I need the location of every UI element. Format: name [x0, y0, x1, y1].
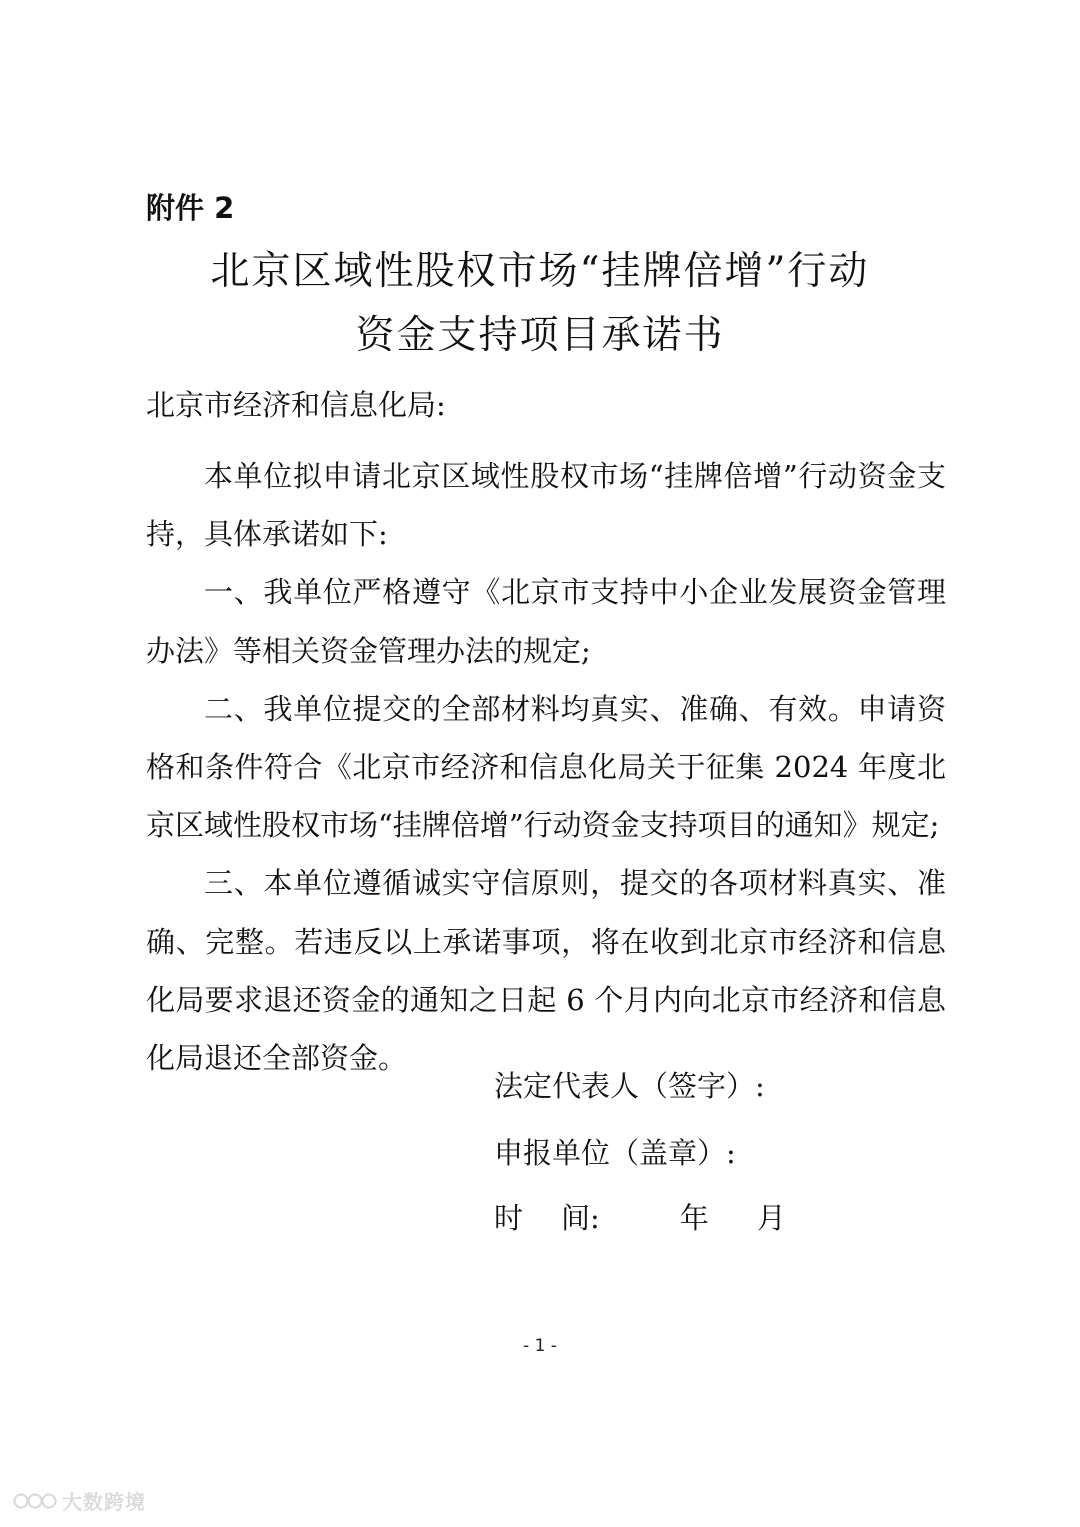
- salutation: 北京市经济和信息化局:: [146, 388, 446, 422]
- paragraph-commitment-1: 一、我单位严格遵守《北京市支持中小企业发展资金管理办法》等相关资金管理办法的规定;: [146, 575, 946, 668]
- month-label: 月: [756, 1201, 786, 1235]
- attachment-label: 附件 2: [146, 191, 235, 225]
- watermark: [12, 1486, 146, 1515]
- year-label: 年: [679, 1201, 709, 1235]
- paragraph-commitment-2: 二、我单位提交的全部材料均真实、准确、有效。申请资格和条件符合《北京市经济和信息化局关于征集 2024 年度北京区域性股权市场“挂牌倍增”行动资金支持项目的通知》规定;: [146, 691, 946, 843]
- paragraph-intro: 本单位拟申请北京区域性股权市场“挂牌倍增”行动资金支持，具体承诺如下:: [146, 459, 946, 552]
- paragraph-commitment-3: 三、本单位遵循诚实守信原则，提交的各项材料真实、准确、完整。若违反以上承诺事项，将在收到北京市经济和信息化局要求退还资金的通知之日起 6 个月内向北京市经济和信息化局退还全部资金。: [146, 866, 946, 1076]
- document-body: [146, 447, 946, 1087]
- time-label-char-2: 间:: [561, 1201, 600, 1235]
- document-title-line-1: 北京区域性股权市场“挂牌倍增”行动: [210, 249, 870, 294]
- signature-time-line: [494, 1196, 786, 1240]
- brand-logo-icon: [12, 1490, 58, 1512]
- watermark-text: 大数跨境: [62, 1490, 146, 1514]
- signature-applying-unit: 申报单位（盖章）:: [494, 1136, 736, 1170]
- time-label-char-1: 时: [494, 1201, 524, 1235]
- signature-legal-representative: 法定代表人（签字）:: [494, 1069, 765, 1103]
- page-number: - 1 -: [523, 1336, 557, 1356]
- document-title-line-2: 资金支持项目承诺书: [355, 313, 725, 358]
